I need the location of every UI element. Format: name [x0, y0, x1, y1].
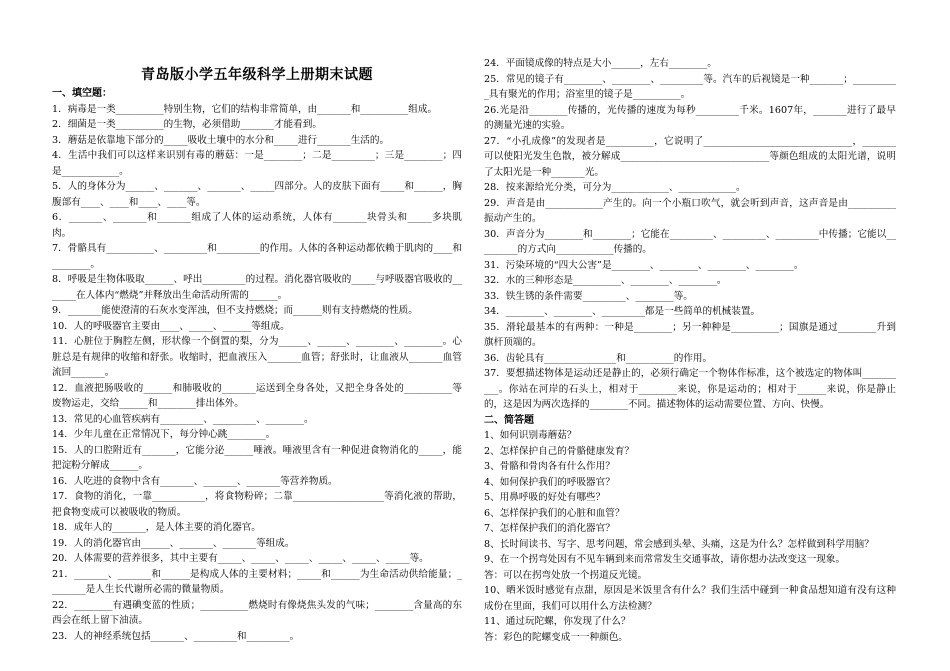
question-item: 32．水的三种形态是__________、________、________。: [484, 275, 727, 286]
question-item: 18．成年人的_______，是人体主要的消化器官。: [52, 522, 261, 533]
question-item: 36．齿轮具有_______________和__________的作用。: [484, 352, 713, 364]
question-item: 14．少年儿童在正常情况下，每分钟心跳________。: [52, 429, 276, 440]
question-item: 26.光是沿________传播的，光传播的速度为每秒_________千米。1607年，_______进行了最早的测量光速的实验。: [484, 104, 896, 131]
question-item: 16．人吃进的食物中含有_______、_______、_______等营养物质。: [52, 475, 338, 487]
question-item: 13．常见的心血管疾病有_________、_________、________。: [52, 413, 314, 425]
answer-item: 11、通过玩陀螺，你发现了什么？: [484, 616, 631, 627]
question-item: 4．生活中我们可以这样来识别有毒的蘑菇：一是________；二是_________；三是________；四是____________。: [52, 150, 462, 177]
left-column: [52, 56, 462, 644]
question-item: 34．________、________、_________都是一些简单的机械装置。: [484, 306, 761, 317]
answer-item: 5、用鼻呼吸的好处有哪些？: [484, 492, 606, 503]
question-item: 12．血液把肠吸收的______和肺吸收的_______运送到全身各处，又把全身各处的__________等废物运走，交给______和________排出体外。: [52, 382, 462, 409]
question-item: 9．_______能使澄清的石灰水变浑浊，但不支持燃烧；而______则有支持燃烧的性质。: [52, 305, 418, 316]
question-item: 6．_______、_______和_______组成了人体的运动系统，人体有_______块骨头和_____多块肌肉。: [52, 212, 462, 239]
question-item: 24．平面镜成像的特点是大小______，左右________。: [484, 58, 717, 69]
question-item: 10．人的呼吸器官主要由____、_____、______等组成。: [52, 320, 290, 332]
answer-item: 10、晒米饭时感觉有点甜，原因是米饭里含有什么？我们生活中碰到一种食品想知道有没有这种成份在里面，我们可以用什么方法检测？: [484, 585, 896, 612]
question-item: 37．要想描述物体是运动还是静止的，必须行确定一个物体作标准，这个被选定的物体叫__________。你站在河岸的石头上，相对于________来说，你是运动的；相对于______来说，你是静止的，这是因为两次选择的________不同。描述物体的运动需要位置、方向、快慢。: [484, 368, 896, 410]
question-item: 33．铁生锈的条件需要_________、________等。: [484, 290, 693, 302]
answer-item: 3、骨骼和骨肉各有什么作用？: [484, 461, 615, 472]
question-item: 22．________有遇碘变蓝的性质；__________燃烧时有像烧焦头发的气味；________含量高的东西会在纸上留下油渍。: [52, 599, 462, 626]
answer-item: 7、怎样保护我们的消化器官？: [484, 523, 615, 534]
question-item: 8．呼吸是生物体吸取______、呼出_________的过程。消化器官吸收的_____与呼吸器官吸收的_______在人体内“燃烧”并释放出生命活动所需的______。: [52, 274, 462, 301]
answer-item: 6、怎样保护我们的心脏和血管？: [484, 507, 625, 519]
answer-item: 答：可以在拐弯处放一个拐道反光镜。: [484, 569, 648, 581]
answer-item: 2、怎样保护自己的骨骼健康发育？: [484, 445, 635, 457]
question-item: 7．骨骼具有__________、_________和_________的作用。人体的各种运动都依赖于肌肉的____和________。: [52, 243, 462, 270]
question-item: 27．“小孔成像”的发现者是__________，它说明了_______________________________，_______可以使阳光发生色散，被分解成_______________________________等颜色组成的太阳光谱，说明了太阳光是一种_______光。: [484, 135, 896, 178]
section-heading-short-answer: 二、简答题: [484, 414, 534, 426]
question-item: 20．人体需要的营养很多，其中主要有_____、_____、_____、_____、_____、_____等。: [52, 553, 429, 564]
answer-item: 1、如何识别毒蘑菇？: [484, 430, 577, 441]
answer-item: 4、如何保护我们的呼吸器官？: [484, 476, 615, 488]
question-item: 3．蘑菇是依靠地下部分的_____吸收土壤中的水分和_____进行_______生活的。: [52, 134, 390, 146]
answer-item: 9、在一个拐弯处因有不见车辆到来而常常发生交通事故，请你想办法改变这一现象。: [484, 554, 846, 565]
question-item: 35．滑轮最基本的有两种：一种是________；另一种种是__________；国旗是通过________升到旗杆顶端的。: [484, 321, 896, 348]
question-item: 28．按来源给光分类，可分为____________、____________。: [484, 182, 746, 193]
question-item: 15．人的口腔附近有_______，它能分泌______唾液。唾液里含有一种促进食物消化的_____，能把淀粉分解成______。: [52, 444, 462, 471]
question-item: 29．声音是由____________产生的。向一个小瓶口吹气，就会听到声音，这声音是由__________振动产生的。: [484, 197, 896, 224]
question-item: 25．常见的镜子有________、________、_________等。汽车的后视镜是一种_______；__________具有聚光的作用；浴室里的镜子是__________。: [484, 73, 896, 100]
question-item: 11．心脏位于胸腔左侧，形状像一个倒置的梨，分为______、______、________、________。心脏总是有规律的收缩和舒张。收缩时，把血液压入_______血管；舒张时，让血液从_______血管流回_______。: [52, 336, 462, 378]
question-item: 1．病毒是一类__________特别生物，它们的结构非常简单，由_______和__________组成。: [52, 103, 438, 115]
answer-item: 答：彩色的陀螺变成一一种颜色。: [484, 631, 628, 643]
question-item: 21．_______、_______和______是构成人体的主要材料；_____和______为生命活动供给能量；________是人生长代谢所必需的微量物质。: [52, 568, 462, 595]
question-item: 2．细菌是一类__________的生物，必须借助_______才能看到。: [52, 119, 322, 130]
page-title: 青岛版小学五年级科学上册期末试题: [141, 67, 373, 83]
answer-item: 8、长时间读书、写字、思考问题，常会感到头晕、头痛，这是为什么？怎样做到科学用脑？: [484, 538, 874, 550]
section-heading-fill-in: 一、填空题：: [52, 88, 112, 99]
question-item: 23．人的神经系统包括_______、_________和_________。: [52, 630, 300, 642]
question-item: 5．人的身体分为______、_______、_______、_____四部分。人的皮肤下面有_____和______，胸腹部有____、____和____、____等。: [52, 181, 462, 208]
question-item: 19．人的消化器官由______、_______、_______等组成。: [52, 537, 295, 549]
right-column: [484, 56, 896, 645]
question-item: 30．声音分为________和________；它能在_________、_________、_________中传播；它能以_________的方式向____________传播的。: [484, 228, 896, 255]
question-item: 31．污染环境的“四大公害”是________、________、________、________。: [484, 259, 804, 271]
question-item: 17．食物的消化，一靠___________，将食物粉碎；二靠___________________等消化液的帮助，把食物变成可以被吸收的物质。: [52, 491, 462, 518]
